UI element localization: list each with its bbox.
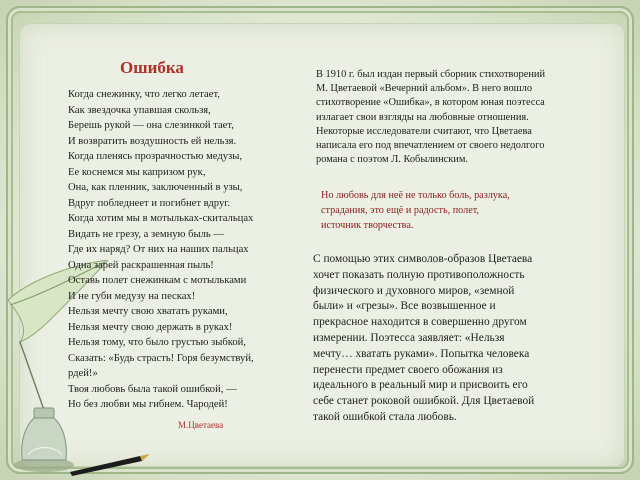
analysis-paragraph [313, 252, 623, 426]
poem-line: Одна зарей раскрашенная пыль! [68, 259, 214, 271]
quote-line: Но любовь для неё не только боль, разлука, [321, 190, 510, 201]
analysis-line: хочет показать полную противоположность [313, 268, 525, 281]
poem-line: Сказать: «Будь страсть! Горя безумствуй, [68, 352, 254, 364]
analysis-line: прекрасное находится в совершенно другом [313, 316, 527, 329]
quote-line: страдания, это ещё и радость, полет, [321, 205, 479, 216]
poem-line: Где их наряд? От них на наших пальцах [68, 244, 249, 255]
poem-line: Когда хотим мы в мотыльках-скитальцах [68, 213, 254, 224]
poem-line: Твоя любовь была такой ошибкой, — [68, 383, 237, 395]
quote-line: источник творчества. [321, 220, 414, 231]
poem-text [68, 87, 308, 413]
analysis-line: С помощью этих символов-образов Цветаева [313, 253, 533, 265]
analysis-line: физического и духовного миров, «земной [313, 284, 515, 297]
poem-line: Нельзя тому, что было грустью зыбкой, [68, 337, 246, 348]
intro-line: стихотворение «Ошибка», в котором юная поэтесса [316, 97, 545, 109]
intro-line: романа с поэтом Л. Кобылинским. [316, 154, 469, 166]
analysis-line: были» и «грезы». Все возвышенное и [313, 300, 496, 313]
poem-line: рдей!» [68, 368, 98, 379]
poem-line: Когда снежинку, что легко летает, [68, 89, 220, 100]
poem-line: И не губи медузу на песках! [68, 290, 196, 302]
poem-line: Видать не грезу, а земную быль — [68, 228, 224, 240]
analysis-line: мечту… хватать руками». Попытка человека [313, 347, 530, 360]
poem-title: Ошибка [120, 58, 184, 77]
intro-paragraph [316, 68, 616, 167]
poem-line: Она, как пленник, заключенный в узы, [68, 182, 243, 193]
poem-line: И возвратить воздушность ей нельзя. [68, 135, 237, 147]
analysis-line: идеального в реальный мир и присвоить его [313, 379, 528, 392]
poem-line: Но без любви мы гибнем. Чародей! [68, 399, 228, 410]
intro-line: М. Цветаевой «Вечерний альбом». В него вошло [316, 83, 533, 95]
poem-line: Оставь полет снежинкам с мотыльками [68, 275, 247, 286]
poem-line: Как звездочка упавшая скользя, [68, 104, 211, 116]
analysis-line: измерении. Поэтесса заявляет: «Нельзя [313, 331, 505, 344]
poem-line: Берешь рукой — она слезинкой тает, [68, 120, 234, 131]
intro-line: излагает свои взгляды на любовные отношения. [316, 111, 529, 123]
intro-line: написала его под впечатлением от своего недолгого [316, 140, 545, 152]
highlight-quote [321, 188, 581, 233]
analysis-line: такой ошибкой стала любовь. [313, 410, 457, 423]
intro-line: Некоторые исследователи считают, что Цветаева [316, 125, 532, 137]
analysis-line: себе станет роковой ошибкой. Для Цветаевой [313, 395, 535, 408]
intro-line: В 1910 г. был издан первый сборник стихотворений [316, 69, 546, 80]
poem-line: Нельзя мечту свою хватать руками, [68, 306, 228, 317]
poem-line: Вдруг побледнеет и погибнет вдруг. [68, 197, 231, 209]
poem-line: Нельзя мечту свою держать в руках! [68, 321, 233, 333]
poem-author: М.Цветаева [178, 420, 224, 430]
poem-line: Ее коснемся мы капризом рук, [68, 166, 206, 178]
analysis-line: перенести предмет своего обожания из [313, 363, 503, 376]
poem-line: Когда пленясь прозрачностью медузы, [68, 151, 242, 162]
